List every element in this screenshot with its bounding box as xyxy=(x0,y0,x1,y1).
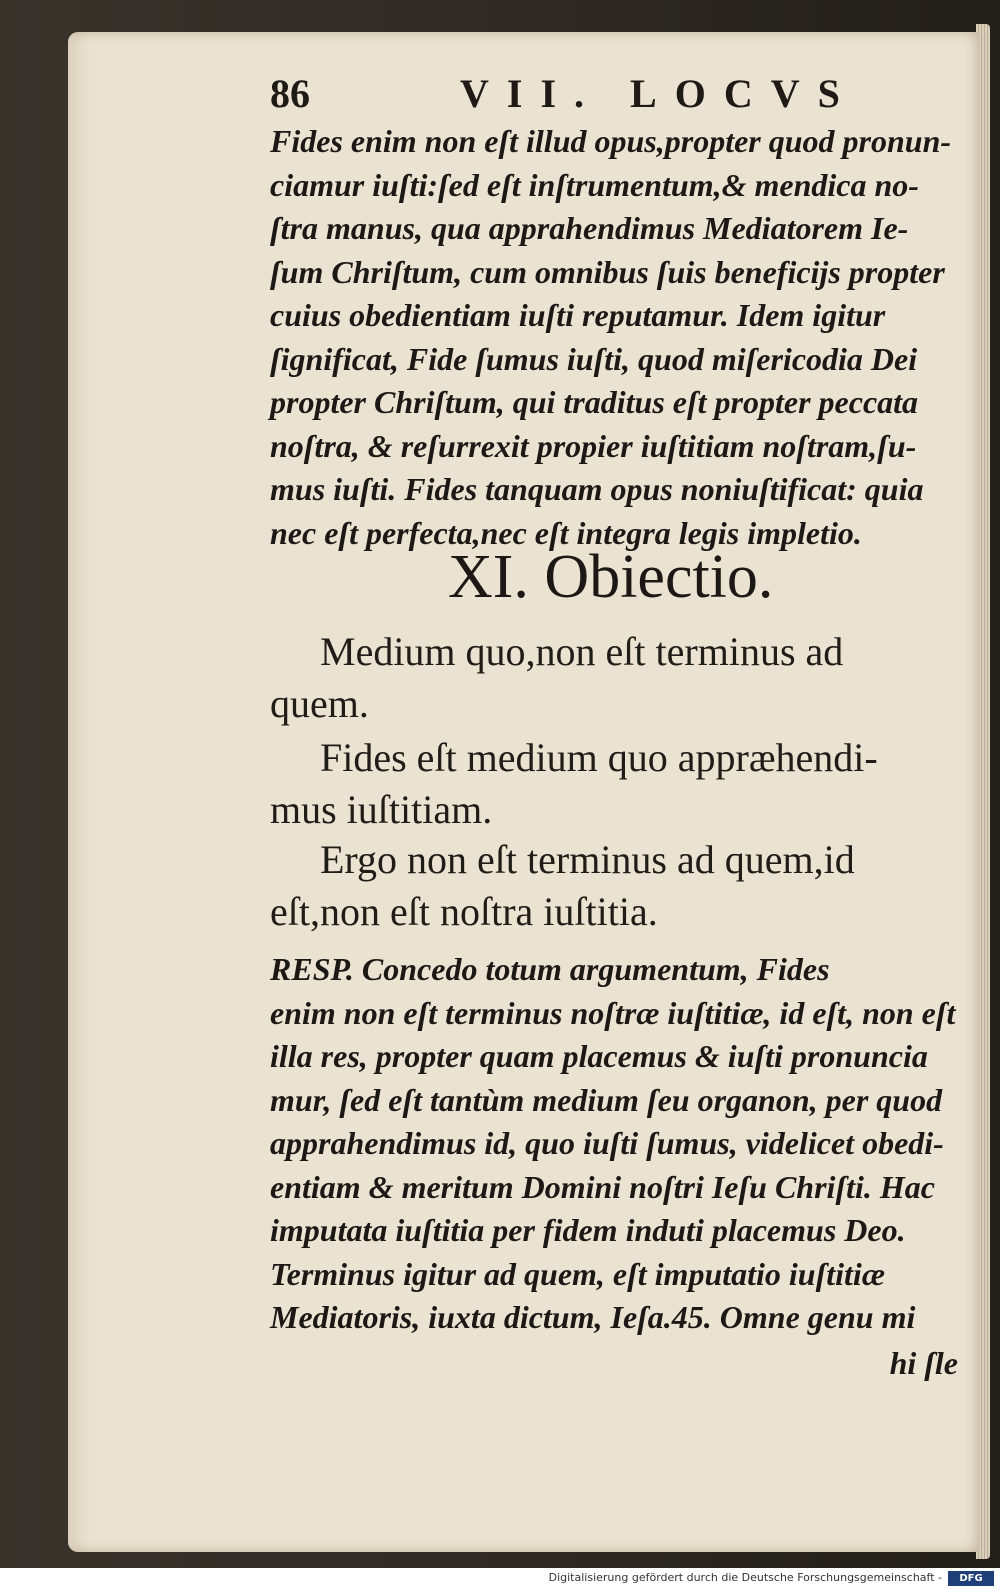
text-line: propter Chriſtum, qui traditus eſt propter peccata xyxy=(270,384,919,420)
text-line: RESP. Concedo totum argumentum, Fides xyxy=(270,951,830,987)
text-line: ciamur iuſti:ſed eſt inſtrumentum,& mendica no- xyxy=(270,166,919,203)
italic-paragraph-1 xyxy=(270,120,960,555)
text-line: quem. xyxy=(270,681,369,726)
argument-conclusion xyxy=(270,834,960,938)
text-line: ſum Chriſtum, cum omnibus ſuis beneficijs propter xyxy=(270,253,945,290)
argument-minor-premise xyxy=(270,732,960,836)
text-line: imputata iuſtitia per fidem induti placemus Deo. xyxy=(270,1212,906,1248)
text-line: mus iuſti. Fides tanquam opus noniuſtificat: quia xyxy=(270,471,924,507)
text-line: Terminus igitur ad quem, eſt imputatio iuſtitiæ xyxy=(270,1255,885,1292)
response-paragraph xyxy=(270,948,960,1340)
text-line: mur, ſed eſt tantùm medium ſeu organon, per quod xyxy=(270,1081,943,1118)
argument-major-premise xyxy=(270,626,960,730)
text-line: Fides enim non eſt illud opus,propter quod pronun- xyxy=(270,123,952,159)
funding-notice: Digitalisierung gefördert durch die Deutsche Forschungsgemeinschaft - xyxy=(548,1571,942,1584)
text-line: apprahendimus id, quo iuſti ſumus, videlicet obedi- xyxy=(270,1125,944,1161)
text-line: Fides eſt medium quo appræhendi- xyxy=(320,735,878,780)
section-heading: XI. Obiectio. xyxy=(448,543,774,611)
catchword: hi ſle xyxy=(889,1345,958,1381)
text-line: noſtra, & reſurrexit propier iuſtitiam noſtram,ſu- xyxy=(270,427,917,464)
page-number: 86 xyxy=(270,71,310,116)
text-line: Medium quo,non eſt terminus ad xyxy=(320,629,844,674)
digitization-footer xyxy=(0,1568,1000,1590)
page-header xyxy=(270,70,960,120)
text-line: ſignificat, Fide ſumus iuſti, quod miſericodia Dei xyxy=(270,340,918,377)
dfg-logo: DFG xyxy=(948,1571,994,1586)
text-line: cuius obedientiam iuſti reputamur. Idem igitur xyxy=(270,297,886,333)
text-line: nec eſt perfecta,nec eſt integra legis impletio. xyxy=(270,514,862,551)
text-line: illa res, propter quam placemus & iuſti pronuncia xyxy=(270,1038,928,1074)
text-line: Ergo non eſt terminus ad quem,id xyxy=(320,837,855,882)
text-line: eſt,non eſt noſtra iuſtitia. xyxy=(270,889,658,934)
text-line: enim non eſt terminus noſtræ iuſtitiæ, id eſt, non eſt xyxy=(270,994,956,1031)
text-line: mus iuſtitiam. xyxy=(270,787,493,832)
running-head: VII. LOCVS xyxy=(460,71,858,116)
text-line: Mediatoris, iuxta dictum, Ieſa.45. Omne genu mi xyxy=(270,1299,916,1335)
text-line: ſtra manus, qua apprahendimus Mediatorem Ie- xyxy=(270,210,909,246)
text-line: entiam & meritum Domini noſtri Ieſu Chriſti. Hac xyxy=(270,1168,935,1205)
